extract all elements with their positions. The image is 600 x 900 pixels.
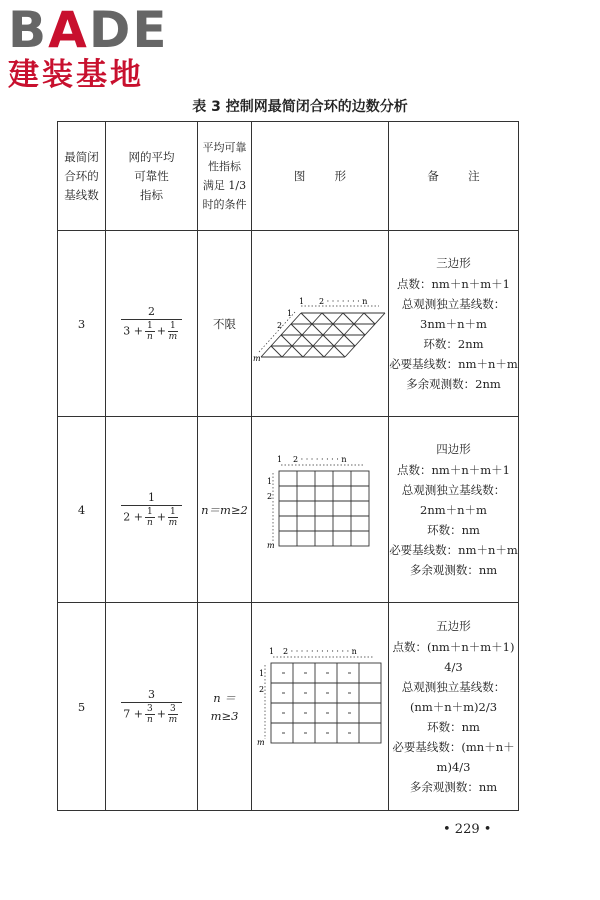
figure-square-grid [252,417,389,603]
figure-label: 1 [276,455,282,464]
baseline-count: 5 [58,603,106,811]
notes-cell: 四边形 点数：nm＋n＋m＋1 总观测独立基线数： 2nm＋n＋m 环数：nm 必要基线数：nm＋n＋m 多余观测数：nm [389,417,519,603]
logo-wordmark: BADE [8,1,169,59]
figure-label: 2 · · · · · · · · · · · · n [282,647,357,656]
figure-label: m [256,738,265,747]
bade-logo [8,1,178,93]
notes-cell: 三边形 点数：nm＋n＋m＋1 总观测独立基线数： 3nm＋n＋m 环数：2nm 必要基线数：nm＋n＋m 多余观测数：2nm [389,231,519,417]
triangle-net-diagram [253,262,388,382]
figure-label: 1 [286,309,292,318]
table-row [58,417,519,603]
figure-label: 1 [298,297,304,306]
figure-label: 2 [266,492,272,501]
figure-label: 1 [266,477,272,486]
reliability-fraction: 1 2 + $\frac{1}{n}$ + $\frac{1}{m}$ [106,417,198,603]
header-figure: 图 形 [252,122,389,231]
condition: n ＝ m≥3 [198,603,252,811]
figure-label: 2 · · · · · · · · n [292,455,346,464]
header-condition: 平均可靠 性指标 满足 1/3 时的条件 [198,122,252,231]
condition: n＝m≥2 [198,417,252,603]
figure-label: m [266,541,275,550]
baseline-count: 3 [58,231,106,417]
notes-cell: 五边形 点数：(nm＋n＋m＋1) 4/3 总观测独立基线数： (nm＋n＋m)2/3 环数：nm 必要基线数：(mn＋n＋ m)4/3 多余观测数：nm [389,603,519,811]
page-number: • 229 • [443,822,492,837]
figure-label: 2 [276,321,282,330]
figure-label: 1 [268,647,274,656]
header-average-reliability: 网的平均 可靠性 指标 [106,122,198,231]
square-grid-diagram [253,448,388,568]
table-caption: 表 3 控制网最简闭合环的边数分析 [192,99,408,115]
pentagon-grid-diagram [253,645,388,765]
figure-label: 2 [258,685,264,694]
baseline-count: 4 [58,417,106,603]
condition: 不限 [198,231,252,417]
figure-label: 2 · · · · · · · n [318,297,367,306]
table-row [58,231,519,417]
header-row [58,122,519,231]
figure-label: 1 [258,669,264,678]
header-baseline-count: 最简闭 合环的 基线数 [58,122,106,231]
table-row [58,603,519,811]
analysis-table [57,121,519,811]
reliability-fraction: 3 7 + $\frac{3}{n}$ + $\frac{3}{m}$ [106,603,198,811]
figure-pentagon-grid [252,603,389,811]
reliability-fraction: 2 3 + $\frac{1}{n}$ + $\frac{1}{m}$ [106,231,198,417]
figure-triangle-net [252,231,389,417]
figure-label: m [252,354,261,363]
header-notes: 备 注 [389,122,519,231]
logo-subtitle: 建装基地 [8,57,144,93]
